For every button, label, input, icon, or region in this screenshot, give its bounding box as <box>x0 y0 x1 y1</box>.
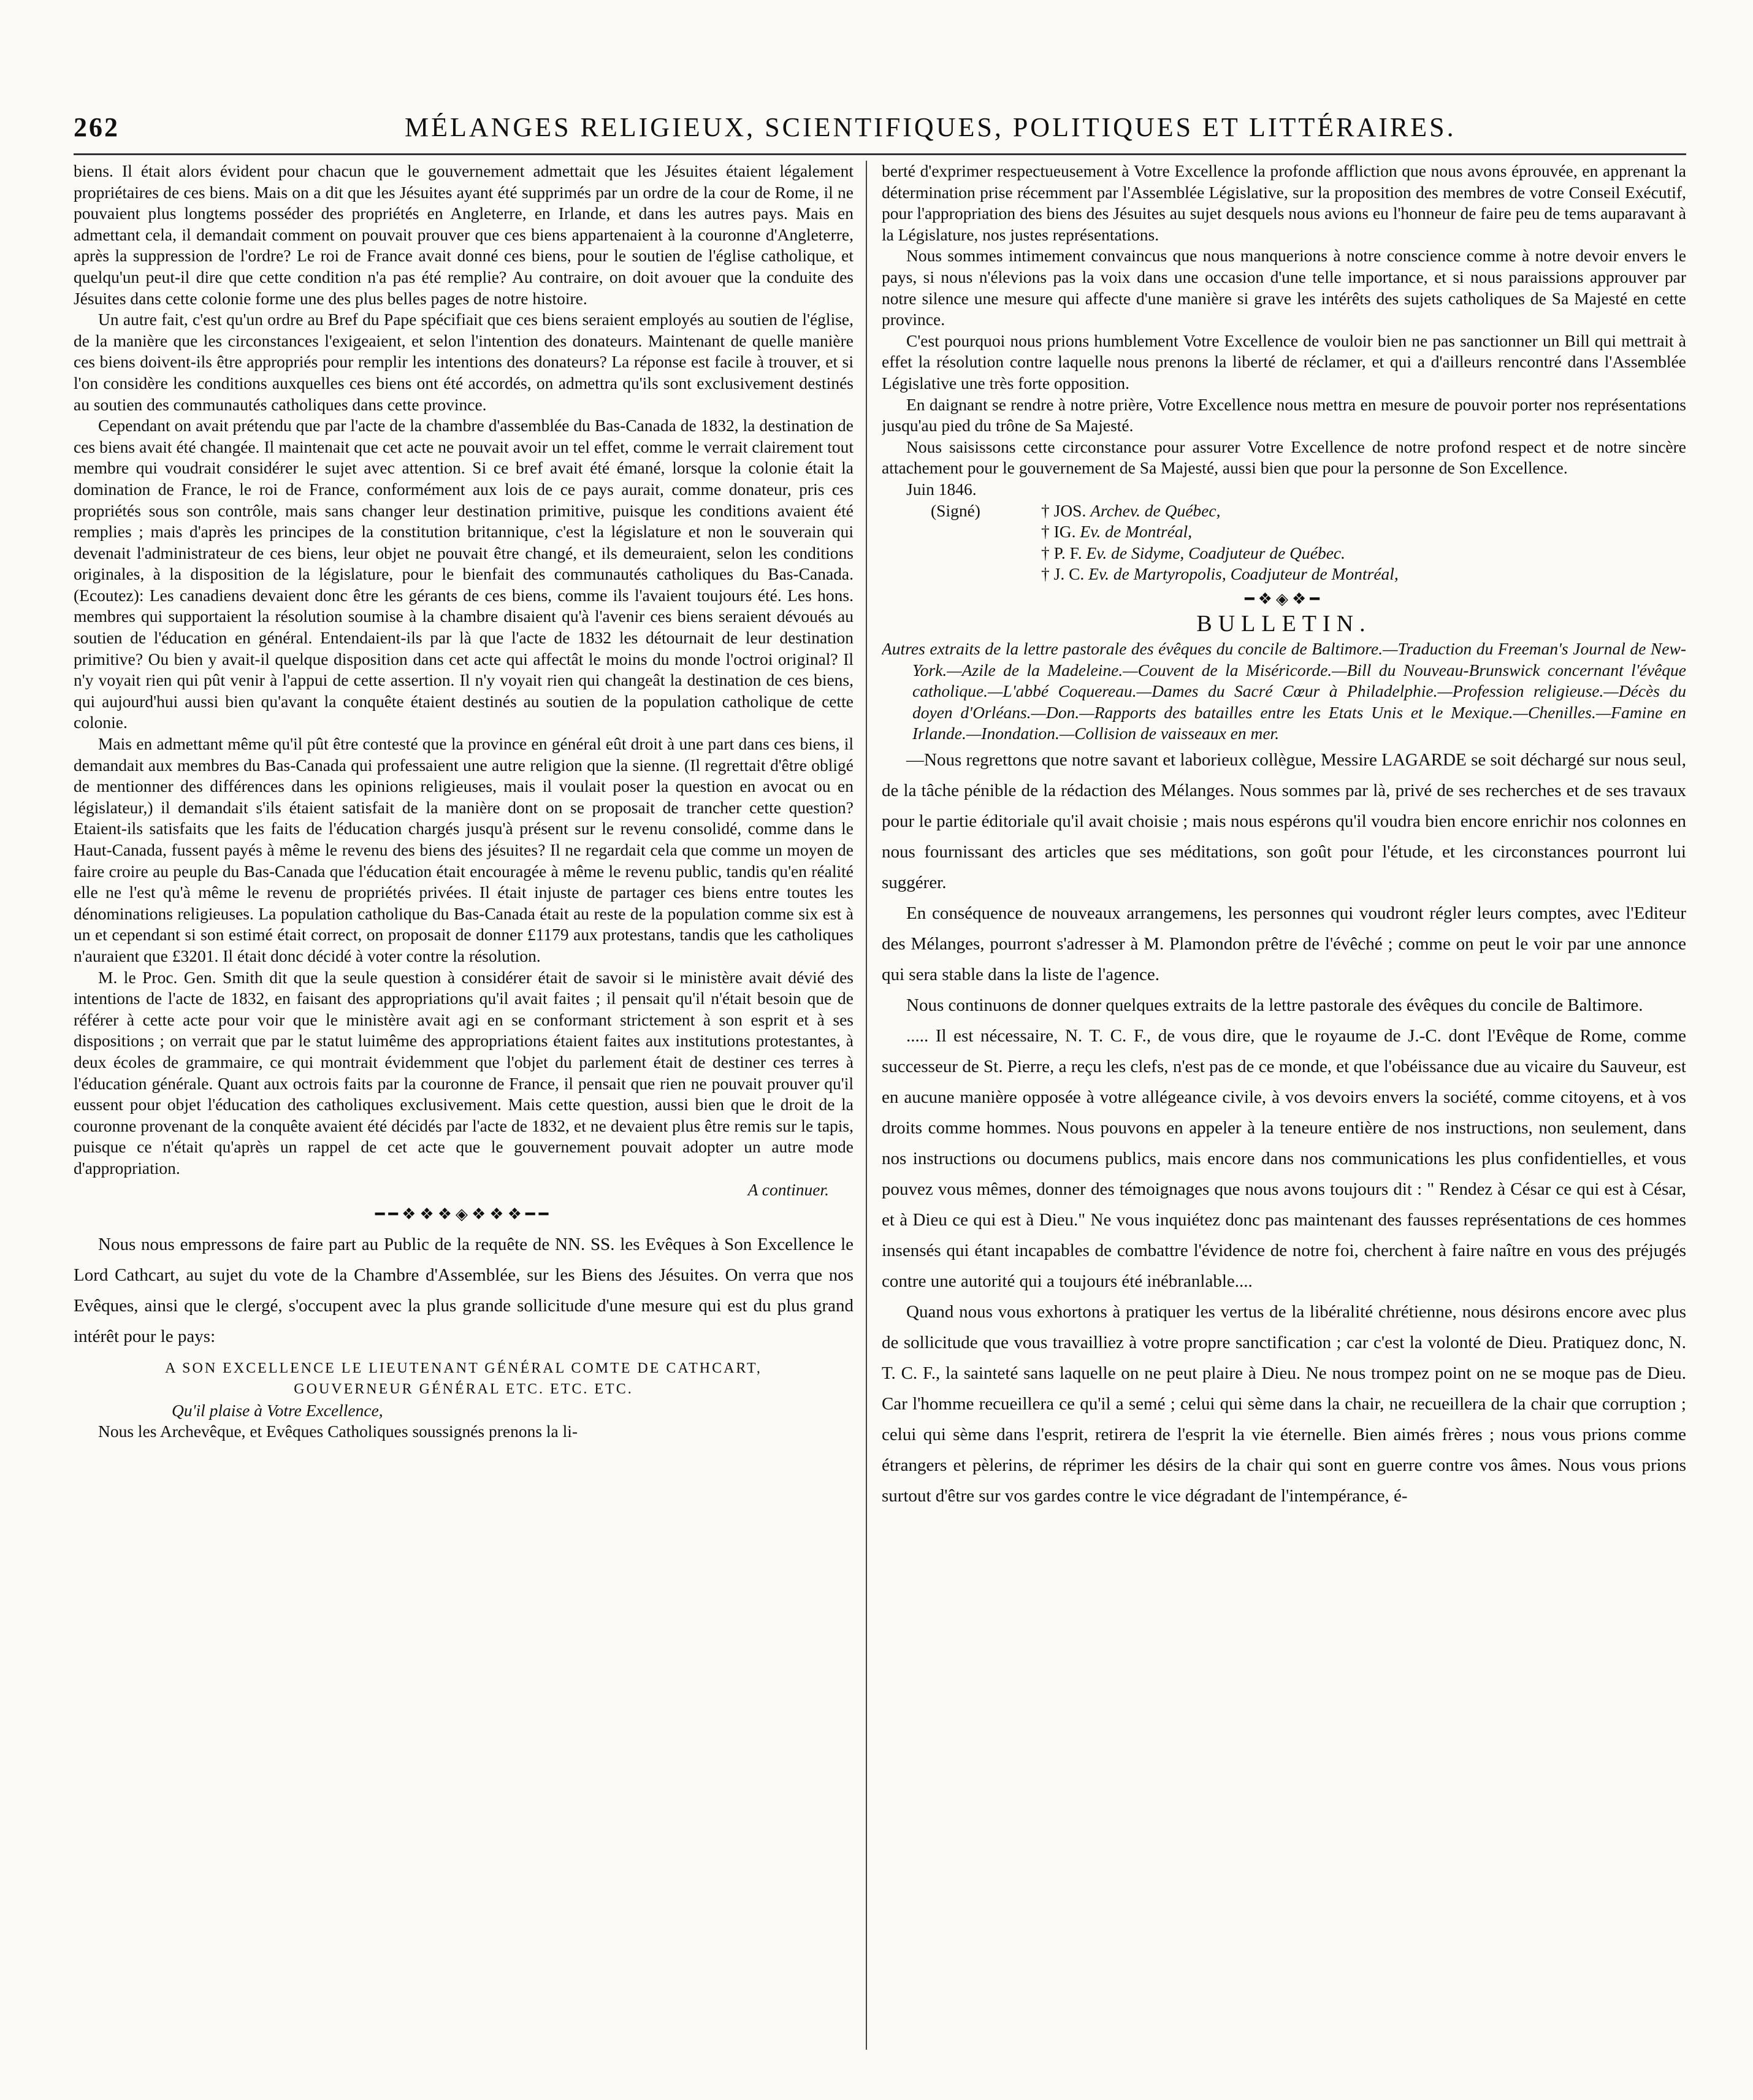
signatory-name: † JOS. <box>1041 500 1087 520</box>
right-column <box>882 161 1686 2062</box>
signature-block <box>931 500 1686 585</box>
header-rule <box>74 153 1686 155</box>
paragraph: ..... Il est nécessaire, N. T. C. F., de vous dire, que le royaume de J.-C. dont l'Evêque de Rome, comme successeur de St. Pierre, a reçu les clefs, n'est pas de ce monde, et que l'obéissance due au vicaire du Sauveur, est en aucune manière opposée à votre allégeance civile, à vos devoirs envers la société, comme citoyens, et à vos droits comme hommes. Nous pouvons en appeler à la teneure entière de nos instructions, non seulement, dans nos instructions ou documens publics, mais encore dans nos communications les plus confidentielles, et vous pouvez vous mêmes, donner des témoignages que nous avons toujours dit : " Rendez à César ce qui est à César, et à Dieu ce qui est à Dieu." Ne vous inquiétez donc pas maintenant des fausses représentations de ces hommes insensés qui étant incapables de combattre l'évidence de notre foi, cherchent à faire naître en vous des préjugés contre une autorité qui a toujours été inébranlable.... <box>882 1026 1686 1292</box>
paragraph: M. le Proc. Gen. Smith dit que la seule question à considérer était de savoir si le ministère avait dévié des intentions de l'acte de 1832, en faisant des appropriations qu'il avait faites ; il pensait qu'il n'était besoin que de référer à cette acte pour voir que le ministère avait agi en se conformant strictement à son esprit et à ses dispositions ; on verrait que par le statut luimême des appropriations étaient faites aux institutions protestantes, à deux écoles de grammaire, ce qui montrait évidemment que l'objet du parlement était de destiner ces terres à l'éducation générale. Quant aux octrois faits par la couronne de France, il pensait que rien ne pouvait prouver qu'il eussent pour objet l'éducation des catholiques exclusivement. Mais cette question, aussi bien que le droit de la couronne provenant de la conquête avaient été décidés par l'acte de 1832, et ne devaient plus être remis sur le tapis, puisque ce n'était qu'après un rappel de cet acte que le gouvernement pouvait adopter un autre mode d'appropriation. <box>74 967 854 1178</box>
paragraph: Nous continuons de donner quelques extraits de la lettre pastorale des évêques du concile de Baltimore. <box>906 995 1643 1016</box>
bulletin-summary: Autres extraits de la lettre pastorale des évêques du concile de Baltimore.—Traduction du Freeman's Journal de New-York.—Azile de la Madeleine.—Couvent de la Miséricorde.—Bill du Nouveau-Brunswick concernant l'évêque catholique.—L'abbé Coquereau.—Dames du Sacré Cœur à Philadelphie.—Profession religieuse.—Décès du doyen d'Orléans.—Don.—Rapports des batailles entre les Etats Unis et le Mexique.—Chenilles.—Famine en Irlande.—Inondation.—Collision de vaisseaux en mer. <box>882 639 1686 743</box>
paragraph: En conséquence de nouveaux arrangemens, les personnes qui voudront régler leurs comptes, avec l'Editeur des Mélanges, pourront s'adresser à M. Plamondon prêtre de l'évêché ; comme on peut le voir par une annonce qui sera stable dans la liste de l'agence. <box>882 903 1686 985</box>
paragraph: Nous les Archevêque, et Evêques Catholiques soussignés prenons la li- <box>98 1422 578 1441</box>
signatory-name: † P. F. <box>1041 543 1082 562</box>
signed-label: (Signé) <box>931 500 980 520</box>
petition-salutation: Qu'il plaise à Votre Excellence, <box>172 1400 383 1420</box>
petition-date: Juin 1846. <box>906 479 977 499</box>
signatory-title: Ev. de Montréal, <box>1080 522 1193 542</box>
paragraph: Un autre fait, c'est qu'un ordre au Bref du Pape spécifiait que ces biens seraient employés au soutien de l'église, de la manière que les circonstances l'exigeaient, et selon l'intention des donateurs. Maintenant de quelle manière ces biens doivent-ils être appropriés pour remplir les intentions des donateurs? La réponse est facile à trouver, et si l'on considère les conditions auxquelles ces biens ont été accordés, on admettra qu'ils sont exclusivement destinés au soutien des communautés catholiques dans cette province. <box>74 310 854 414</box>
paragraph: —Nous regrettons que notre savant et laborieux collègue, Messire LAGARDE se soit déchargé sur nous seul, de la tâche pénible de la rédaction des Mélanges. Nous sommes par là, privé de ses recherches et de ses travaux pour le partie éditoriale qu'il avait choisie ; mais nous espérons qu'il voudra bien encore enrichir nos colonnes en nous fournissant des articles que ses méditations, son goût pour l'étude, et les circonstances pourront lui suggérer. <box>882 750 1686 893</box>
paragraph: berté d'exprimer respectueusement à Votre Excellence la profonde affliction que nous avons éprouvée, en apprenant la détermination prise récemment par l'Assemblée Législative, sur la proposition des membres de votre Conseil Exécutif, pour l'appropriation des biens des Jésuites au sujet desquels nous avions eu l'honneur de faire peu de tems auparavant à la Législature, nos justes représentations. <box>882 161 1686 244</box>
paragraph: Nous sommes intimement convaincus que nous manquerions à notre conscience comme à notre devoir envers le pays, si nous n'élevions pas la voix dans une occasion d'une telle importance, et si nous paraissions approuver par notre silence une mesure qui affecte d'une manière si grave les intérêts des sujets catholiques de Sa Majesté en cette province. <box>882 246 1686 329</box>
petition-subheading: GOUVERNEUR GÉNÉRAL ETC. ETC. ETC. <box>294 1381 633 1398</box>
paragraph: Quand nous vous exhortons à pratiquer les vertus de la libéralité chrétienne, nous désirons encore avec plus de sollicitude que vous travailliez à votre propre sanctification ; car c'est la volonté de Dieu. Pratiquez donc, N. T. C. F., la sainteté sans laquelle on ne peut plaire à Dieu. Ne nous trompez point on ne se moque pas de Dieu. Car l'homme recueillera ce qu'il a semé ; celui qui sème dans la chair, ne recueillera de la chair que corruption ; celui qui sème dans l'esprit, retirera de l'esprit la vie éternelle. Bien aimés frères ; nous vous prions comme étrangers et pèlerins, de réprimer les désirs de la chair qui sont en guerre contre vos âmes. Nous vous prions surtout d'être sur vos gardes contre le vice dégradant de l'intempérance, é- <box>882 1302 1686 1506</box>
continuation-note: A continuer. <box>747 1179 829 1199</box>
signatory-name: † IG. <box>1041 522 1076 542</box>
signatory-title: Ev. de Martyropolis, Coadjuteur de Montréal, <box>1088 564 1399 584</box>
signatory <box>1041 543 1345 564</box>
signature-row <box>931 543 1686 564</box>
signature-row <box>931 564 1686 585</box>
left-column <box>74 161 854 2062</box>
paragraph: Nous saisissons cette circonstance pour assurer Votre Excellence de notre profond respect et de notre sincère attachement pour le gouvernement de Sa Majesté, aussi bien que pour la personne de Son Excellence. <box>882 437 1686 478</box>
column-divider <box>866 161 867 2050</box>
paragraph: Mais en admettant même qu'il pût être contesté que la province en général eût droit à une part dans ces biens, il demandait aux membres du Bas-Canada qui professaient une autre religion que la sienne. (Il regrettait d'être obligé de mentionner des différences dans les opinions religieuses, mais il voulait poser la question en avocat ou en législateur,) il demandait s'ils étaient satisfait de la manière dont on se proposait de trancher cette question? Etaient-ils satisfaits que les faits de l'éducation chargés jusqu'à présent sur le revenu consolidé, comme dans le Haut-Canada, fussent payés à même le revenu des biens des jésuites? Il ne regardait cela que comme un moyen de faire croire au peuple du Bas-Canada que l'éducation était encouragée à même le revenu public, tandis qu'en réalité elle ne l'est qu'à même le revenu de propriétés privées. Il était injuste de partager ces biens entre toutes les dénominations religieuses. La population catholique du Bas-Canada était au reste de la population comme six est à un et cependant si son estimé était correct, on proposait de donner £1179 aux protestans, tandis que les catholiques n'auraient que £3201. Il était donc décidé à voter contre la résolution. <box>74 734 854 965</box>
signature-row <box>931 500 1686 522</box>
signatory-title: Ev. de Sidyme, Coadjuteur de Québec. <box>1086 543 1346 562</box>
paragraph: biens. Il était alors évident pour chacun que le gouvernement admettait que les Jésuites étaient légalement propriétaires de ces biens. Mais on a dit que les Jésuites ayant été supprimés par un ordre de la cour de Rome, il ne pouvaient plus longtems posséder des propriétés en Angleterre, en Irlande, et dans les autres pays. Mais en admettant cela, il demandait comment on pouvait prouver que ces biens appartenaient à la couronne d'Angleterre, après la suppression de l'ordre? Le roi de France avait donné ces biens, pour le soutien de l'église catholique, et quelqu'un peut-il dire que cette condition n'a pas été remplie? Au contraire, on doit avouer que la conduite des Jésuites dans cette colonie forme une des plus belles pages de notre histoire. <box>74 161 854 308</box>
ornament-divider: ━❖◈❖━ <box>1245 589 1323 608</box>
signature-row <box>931 521 1686 543</box>
bulletin-body <box>882 745 1686 1511</box>
signatory-title: Archev. de Québec, <box>1090 500 1221 520</box>
paragraph: C'est pourquoi nous prions humblement Votre Excellence de vouloir bien ne pas sanctionner un Bill qui mettrait à effet la résolution contre laquelle nous prenons la liberté de réclamer, et qui a d'ailleurs rencontré dans l'Assemblée Législative une très forte opposition. <box>882 331 1686 393</box>
signatory <box>1041 521 1192 543</box>
running-title: MÉLANGES RELIGIEUX, SCIENTIFIQUES, POLITIQUES ET LITTÉRAIRES. <box>405 112 1456 142</box>
signatory-name: † J. C. <box>1041 564 1085 584</box>
signatory <box>1041 500 1220 522</box>
page-number: 262 <box>74 112 120 142</box>
page-header <box>74 112 1456 148</box>
petition-heading: A SON EXCELLENCE LE LIEUTENANT GÉNÉRAL COMTE DE CATHCART, <box>165 1360 762 1376</box>
ornament-divider: ━━❖❖❖◈❖❖❖━━ <box>375 1205 552 1224</box>
paragraph: Cependant on avait prétendu que par l'acte de la chambre d'assemblée du Bas-Canada de 1832, la destination de ces biens avait été changée. Il maintenait que cet acte ne pouvait avoir un tel effet, comme le verrait clairement tout membre qui voudrait considérer le sujet avec attention. Si ce bref avait été émané, lorsque la colonie était la domination de France, le roi de France, conformément aux lois de ce pays aurait, comme donateur, pris ces propriétés sous son contrôle, mais sans changer leur destination primitive, puisque les conditions avaient été remplies ; mais d'après les principes de la constitution britannique, c'est la législature et non le souverain qui devenait l'administrateur de ces biens, leur objet ne pouvait être changé, et ils demeuraient, selon les conditions originales, à la disposition de la législature, pour le bienfait des communautés catholiques du Bas-Canada. (Ecoutez): Les canadiens devaient donc être les gérants de ces biens, comme ils l'avaient toujours été. Les hons. membres qui supportaient la résolution soumise à la chambre disaient qu'à l'avenir ces biens seraient dévoués au soutien de l'éducation en général. Entendaient-ils par là que l'acte de 1832 les détournait de leur destination primitive? Ou bien y avait-il quelque disposition dans cet acte qui affectât le moins du monde l'octroi original? Il n'y voyait rien qui pût venir à l'appui de cette assertion. Il n'y voyait rien qui changeât la destination de ces biens, qui aujourd'hui aussi bien qu'avant la conquête étaient destinés au soutien de la population catholique de cette colonie. <box>74 416 854 732</box>
bulletin-heading: BULLETIN. <box>1196 611 1372 637</box>
paragraph: Nous nous empressons de faire part au Public de la requête de NN. SS. les Evêques à Son Excellence le Lord Cathcart, au sujet du vote de la Chambre d'Assemblée, sur les Biens des Jésuites. On verra que nos Evêques, ainsi que le clergé, s'occupent avec la plus grande sollicitude d'une mesure qui est du plus grand intérêt pour le pays: <box>74 1234 854 1346</box>
paragraph: En daignant se rendre à notre prière, Votre Excellence nous mettra en mesure de pouvoir porter nos représentations jusqu'au pied du trône de Sa Majesté. <box>882 394 1686 435</box>
signatory <box>1041 564 1399 585</box>
